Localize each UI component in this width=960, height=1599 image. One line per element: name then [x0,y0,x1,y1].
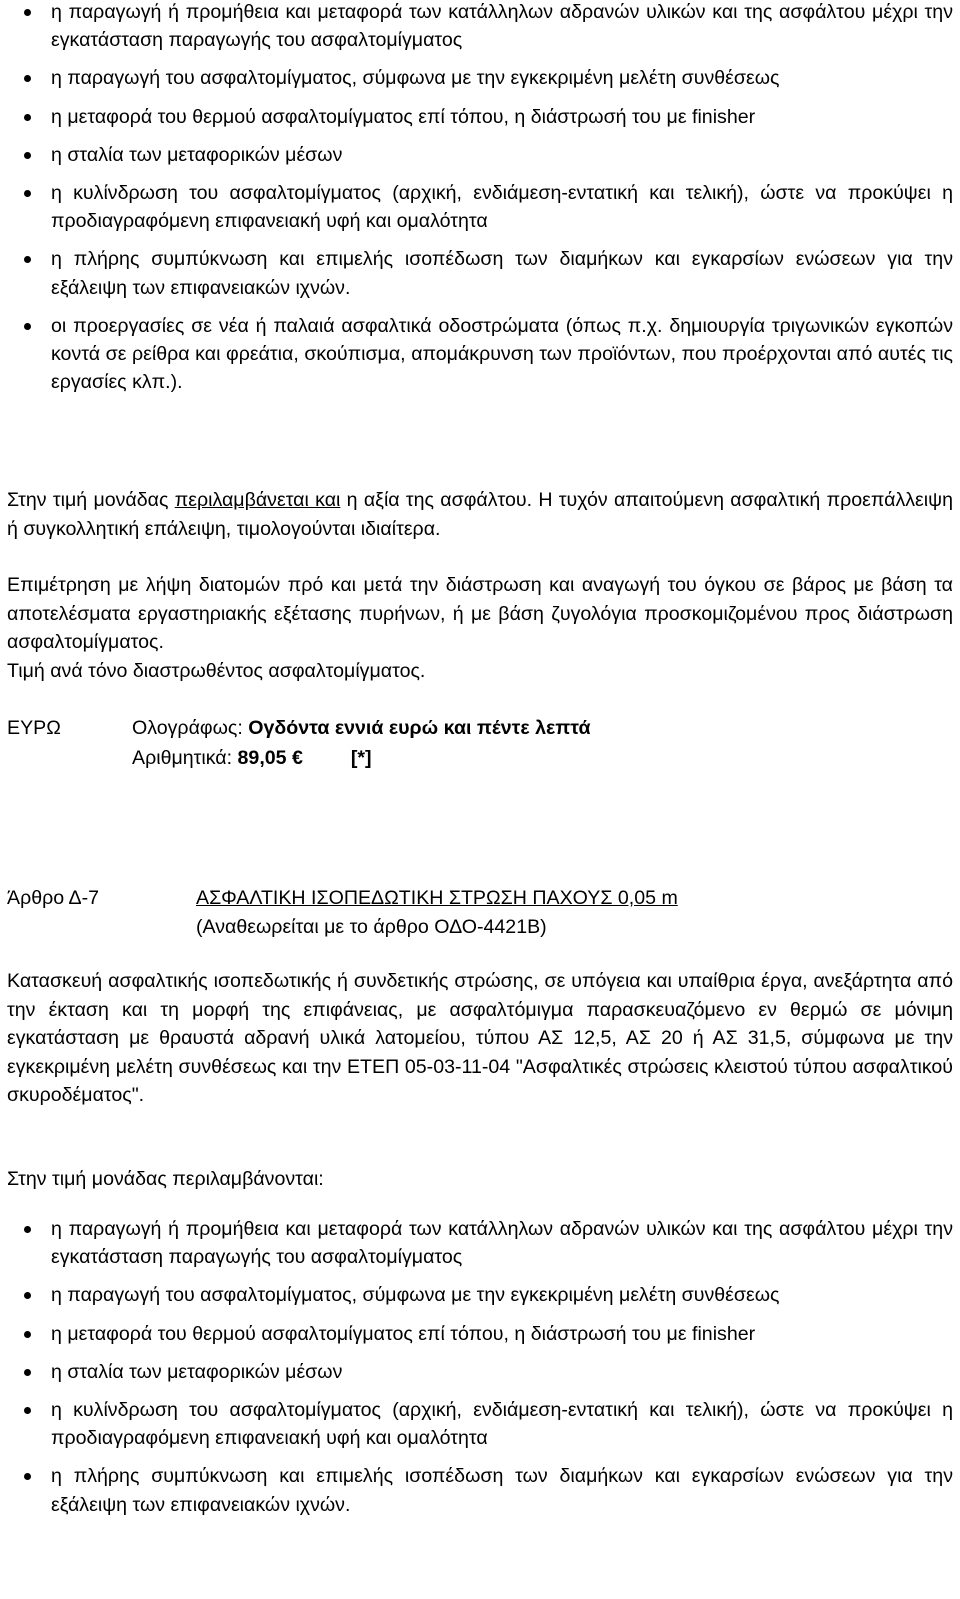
list-item: οι προεργασίες σε νέα ή παλαιά ασφαλτικά οδοστρώματα (όπως π.χ. δημιουργία τριγωνικών εγκοπών κοντά σε ρείθρα και φρεάτια, σκούπισμα, απομάκρυνση των προϊόντων, που προέρχονται από αυτές τις εργασίες κλπ.). [0,312,953,397]
measurement-paragraph: Επιμέτρηση με λήψη διατομών πρό και μετά την διάστρωση και αναγωγή του όγκου σε βάρος με βάση τα αποτελέσματα εργαστηριακής εξέτασης πυρήνων, ή με βάση ζυγολόγια προσκομιζομένου προς διάστρωση ασφαλτομίγματος. Τιμή ανά τόνο διαστρωθέντος ασφαλτομίγματος. [7,574,953,682]
article-subtitle: (Αναθεωρείται με το άρθρο ΟΔΟ-4421Β) [196,916,547,938]
list-item: η παραγωγή του ασφαλτομίγματος, σύμφωνα με την εγκεκριμένη μελέτη συνθέσεως [0,64,953,92]
list-item: η μεταφορά του θερμού ασφαλτομίγματος επί τόπου, η διάστρωσή του με finisher [0,1320,953,1348]
list-item: η σταλία των μεταφορικών μέσων [0,1358,953,1386]
underlined-phrase: περιλαμβάνεται και [174,489,341,511]
list-item: η σταλία των μεταφορικών μέσων [0,141,953,169]
bullet-icon [24,114,31,121]
bullet-icon [24,1331,31,1338]
bullet-icon [24,1292,31,1299]
inclusions-list-top [0,0,953,396]
currency-label: ΕΥΡΩ [7,717,61,739]
inclusions-list-bottom [0,1215,953,1519]
bullet-icon [24,190,31,197]
bullet-icon [24,152,31,159]
article-number: Άρθρο Δ-7 [7,887,100,909]
article-description: Κατασκευή ασφαλτικής ισοπεδωτικής ή συνδετικής στρώσης, σε υπόγεια και υπαίθρια έργα, ανεξάρτητα από την έκταση και τη μορφή της επιφάνειας, με ασφαλτόμιγμα παρασκευαζόμενο εν θερμώ σε μόνιμη εγκατάσταση με θραυστά αδρανή υλικά λατομείου, τύπου ΑΣ 12,5, ΑΣ 20 ή ΑΣ 31,5, σύμφωνα με την εγκεκριμένη μελέτη συνθέσεως και την ΕΤΕΠ 05-03-11-04 "Ασφαλτικές στρώσεις κλειστού τύπου ασφαλτικού σκυροδέματος". [7,970,953,1107]
list-item: η πλήρης συμπύκνωση και επιμελής ισοπέδωση των διαμήκων και εγκαρσίων ενώσεων για την εξάλειψη των επιφανειακών ιχνών. [0,245,953,301]
unit-price-line: Τιμή ανά τόνο διαστρωθέντος ασφαλτομίγματος. [7,659,426,682]
bullet-icon [24,256,31,263]
bullet-icon [24,9,31,16]
article-title: ΑΣΦΑΛΤΙΚΗ ΙΣΟΠΕΔΩΤΙΚΗ ΣΤΡΩΣΗ ΠΑΧΟΥΣ 0,05 m [196,887,678,909]
list-item: η κυλίνδρωση του ασφαλτομίγματος (αρχική, ενδιάμεση-εντατική και τελική), ώστε να προκύψει η προδιαγραφόμενη επιφανειακή υφή και ομαλότητα [0,1396,953,1452]
bullet-icon [24,1407,31,1414]
asphalt-price-note: Στην τιμή μονάδας περιλαμβάνεται και η αξία της ασφάλτου. Η τυχόν απαιτούμενη ασφαλτική προεπάλλειψη ή συγκολλητική επάλειψη, τιμολογούνται ιδιαίτερα. [7,489,953,540]
list-item: η μεταφορά του θερμού ασφαλτομίγματος επί τόπου, η διάστρωσή του με finisher [0,103,953,131]
bullet-icon [24,323,31,330]
includes-heading: Στην τιμή μονάδας περιλαμβάνονται: [7,1168,324,1190]
bullet-icon [24,75,31,82]
bullet-icon [24,1473,31,1480]
price-in-words: Ολογράφως: Ογδόντα εννιά ευρώ και πέντε λεπτά [132,717,591,739]
price-numeric: Αριθμητικά: 89,05 € [*] [132,747,372,769]
list-item: η κυλίνδρωση του ασφαλτομίγματος (αρχική, ενδιάμεση-εντατική και τελική), ώστε να προκύψει η προδιαγραφόμενη επιφανειακή υφή και ομαλότητα [0,179,953,235]
bullet-icon [24,1226,31,1233]
list-item: η παραγωγή του ασφαλτομίγματος, σύμφωνα με την εγκεκριμένη μελέτη συνθέσεως [0,1281,953,1309]
list-item: η παραγωγή ή προμήθεια και μεταφορά των κατάλληλων αδρανών υλικών και της ασφάλτου μέχρι την εγκατάσταση παραγωγής του ασφαλτομίγματος [0,1215,953,1271]
list-item: η πλήρης συμπύκνωση και επιμελής ισοπέδωση των διαμήκων και εγκαρσίων ενώσεων για την εξάλειψη των επιφανειακών ιχνών. [0,1462,953,1518]
bullet-icon [24,1369,31,1376]
list-item: η παραγωγή ή προμήθεια και μεταφορά των κατάλληλων αδρανών υλικών και της ασφάλτου μέχρι την εγκατάσταση παραγωγής του ασφαλτομίγματος [0,0,953,54]
